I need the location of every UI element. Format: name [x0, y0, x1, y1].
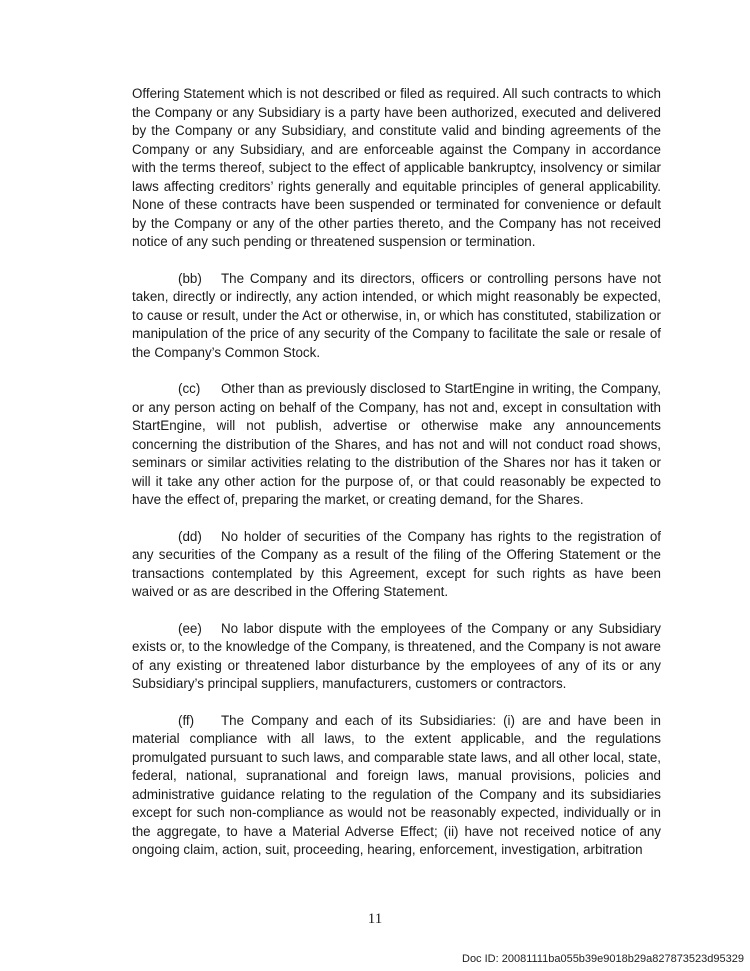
document-body [132, 85, 661, 878]
page-number: 11 [367, 911, 383, 927]
paragraph-bb [132, 270, 661, 363]
paragraph-label: (dd) [178, 528, 202, 544]
paragraph-text: Other than as previously disclosed to StartEngine in writing, the Company, or any person acting on behalf of the Company, has not and, except in consultation with StartEngine, will not publish, advertise or otherwise make any announcements concerning the distribution of the Shares, and has not and will not conduct road shows, seminars or similar activities relating to the distribution of the Shares nor has it taken or will it take any other action for the purpose of, or that could reasonably be expected to have the effect of, preparing the market, or creating demand, for the Shares. [132, 381, 661, 507]
paragraph-aa-continuation [132, 85, 661, 252]
paragraph-ff [132, 712, 661, 860]
paragraph-ee [132, 620, 661, 694]
paragraph-text: No labor dispute with the employees of the Company or any Subsidiary exists or, to the knowledge of the Company, is threatened, and the Company is not aware of any existing or threatened labor disturbance by the employees of any of its or any Subsidiary’s principal suppliers, manufacturers, customers or contractors. [132, 620, 661, 691]
paragraph-text: No holder of securities of the Company has rights to the registration of any securities of the Company as a result of the filing of the Offering Statement or the transactions contemplated by this Agreement, except for such rights as have been waived or as are described in the Offering Statement. [132, 528, 661, 599]
paragraph-text: The Company and each of its Subsidiaries: (i) are and have been in material compliance with all laws, to the extent applicable, and the regulations promulgated pursuant to such laws, and comparable state laws, and all other local, state, federal, national, supranational and foreign laws, manual provisions, policies and administrative guidance relating to the regulation of the Company and its subsidiaries except for such non-compliance as would not be reasonably expected, individually or in the aggregate, to have a Material Adverse Effect; (ii) have not received notice of any ongoing claim, action, suit, proceeding, hearing, enforcement, investigation, arbitration [132, 712, 661, 857]
paragraph-text: Offering Statement which is not described or filed as required. All such contracts to which the Company or any Subsidiary is a party have been authorized, executed and delivered by the Company or any Subsidiary, and constitute valid and binding agreements of the Company or any Subsidiary, and are enforceable against the Company in accordance with the terms thereof, subject to the effect of applicable bankruptcy, insolvency or similar laws affecting creditors’ rights generally and equitable principles of general applicability. None of these contracts have been suspended or terminated for convenience or default by the Company or any of the other parties thereto, and the Company has not received notice of any such pending or threatened suspension or termination. [132, 86, 661, 249]
paragraph-dd [132, 528, 661, 602]
paragraph-label: (ee) [178, 620, 202, 636]
paragraph-label: (bb) [178, 270, 202, 286]
paragraph-label: (cc) [178, 381, 201, 396]
doc-id: Doc ID: 20081111ba055b39e9018b29a827873523d95329 [462, 953, 744, 965]
paragraph-label: (ff) [178, 712, 195, 728]
paragraph-text: The Company and its directors, officers or controlling persons have not taken, directly or indirectly, any action intended, or which might reasonably be expected, to cause or result, under the Act or otherwise, in, or which has constituted, stabilization or manipulation of the price of any security of the Company to facilitate the sale or resale of the Company’s Common Stock. [132, 270, 661, 360]
paragraph-cc [132, 380, 661, 510]
